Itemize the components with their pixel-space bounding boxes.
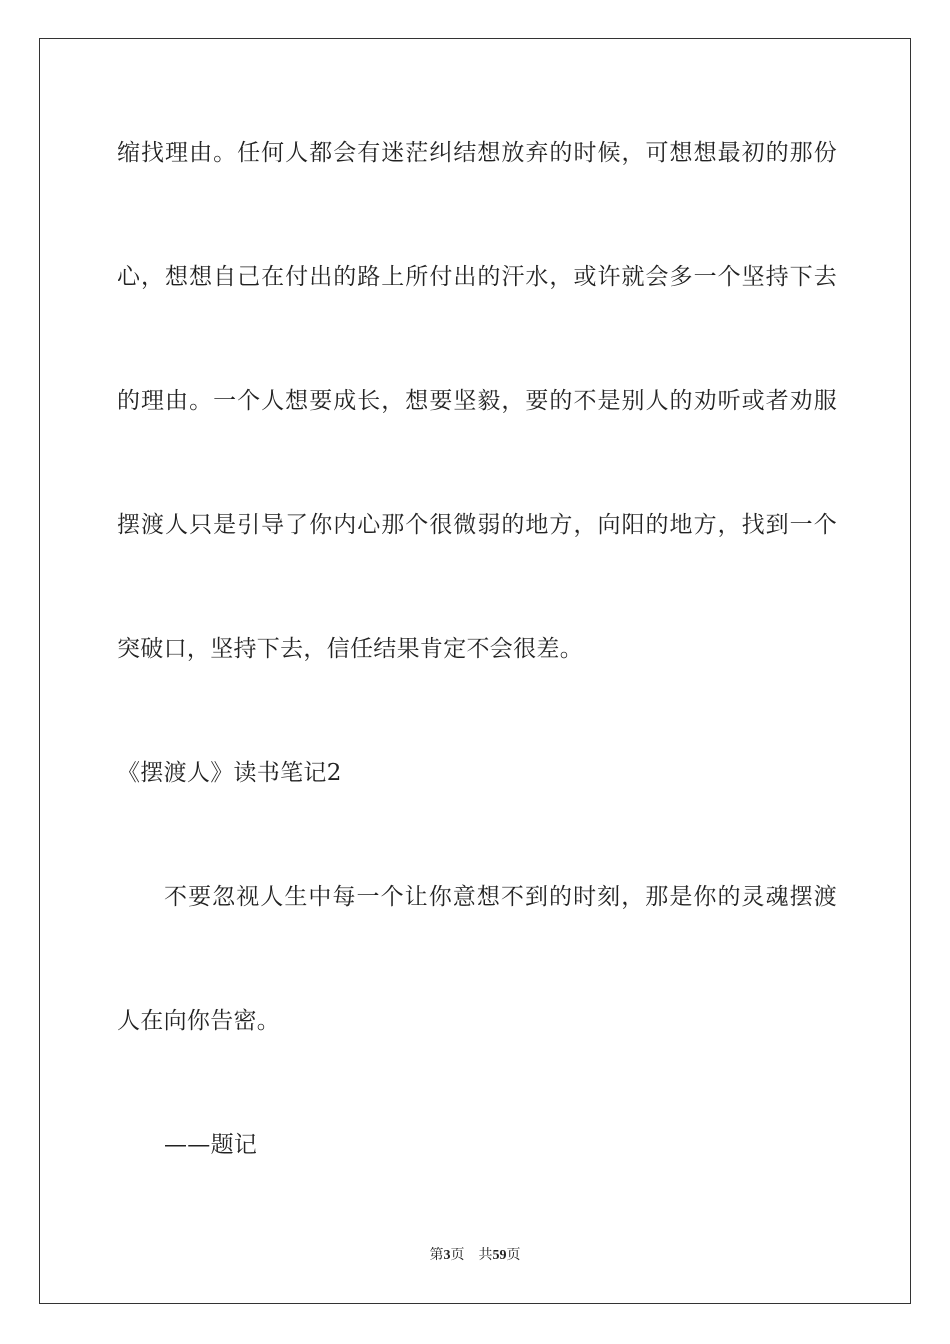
page-border — [39, 38, 911, 1304]
body-line-2: 心，想想自己在付出的路上所付出的汗水，或许就会多一个坚持下去 — [117, 264, 837, 290]
body-line-3: 的理由。一个人想要成长，想要坚毅，要的不是别人的劝听或者劝服 — [117, 388, 837, 414]
page-suffix: 页 — [450, 1248, 465, 1263]
body-line-5: 突破口，坚持下去，信任结果肯定不会很差。 — [117, 636, 583, 662]
total-suffix: 页 — [506, 1248, 521, 1263]
page-prefix: 第 — [429, 1248, 444, 1263]
body-line-4: 摆渡人只是引导了你内心那个很微弱的地方，向阳的地方，找到一个 — [117, 512, 837, 538]
page-number: 3 — [443, 1248, 451, 1263]
paragraph-2-line-2: 人在向你告密。 — [117, 1008, 281, 1034]
total-pages: 59 — [492, 1248, 507, 1263]
page-footer — [0, 1247, 950, 1265]
total-prefix: 共 — [478, 1248, 493, 1263]
body-line-1: 缩找理由。任何人都会有迷茫纠结想放弃的时候，可想想最初的那份 — [117, 140, 837, 166]
epigraph: ——题记 — [164, 1132, 258, 1158]
section-title: 《摆渡人》读书笔记2 — [117, 760, 342, 786]
paragraph-2-line-1: 不要忽视人生中每一个让你意想不到的时刻，那是你的灵魂摆渡 — [164, 884, 837, 910]
